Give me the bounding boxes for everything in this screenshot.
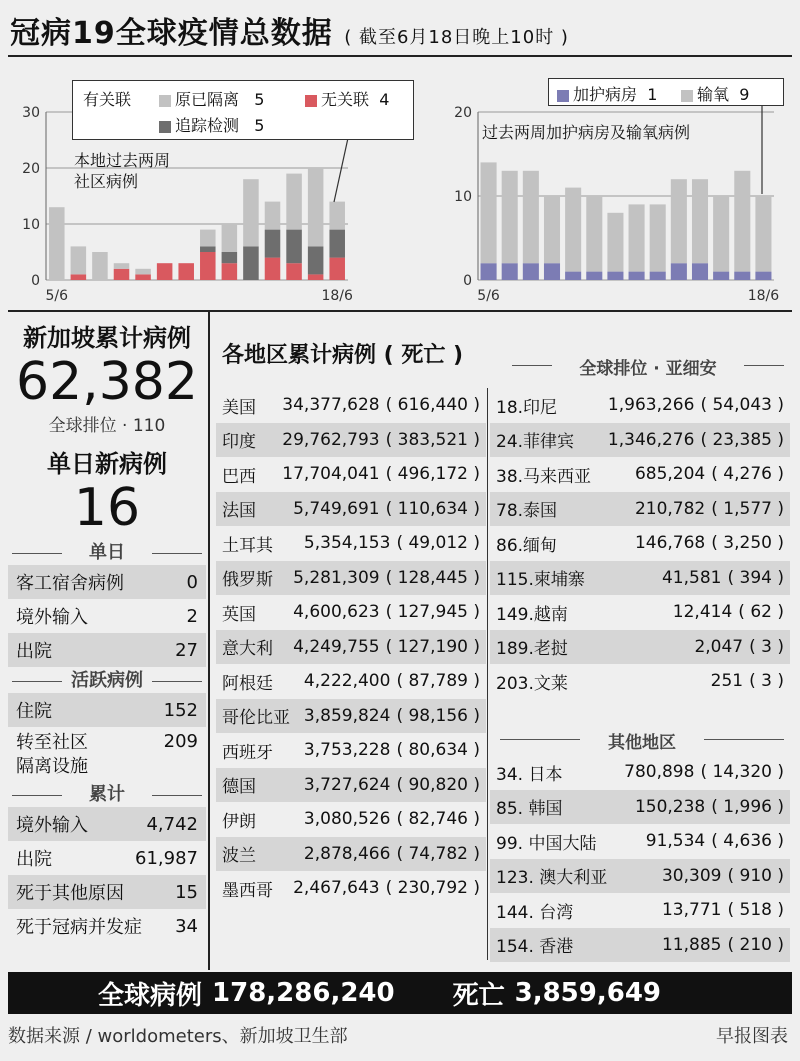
region-cases: 34,377,628: [282, 395, 380, 416]
region-row: [490, 492, 790, 527]
bar-segment: [135, 269, 151, 275]
stat-value: 34: [175, 915, 198, 937]
bar-segment: [671, 263, 687, 280]
bar-segment: [629, 272, 645, 280]
bar-segment: [565, 188, 581, 272]
region-cases: 41,581: [661, 567, 722, 588]
stat-value: 209: [163, 731, 198, 752]
region-deaths: ( 518 ): [727, 900, 784, 921]
region-name: 印度: [222, 432, 256, 453]
region-cases: 3,080,526: [303, 809, 391, 830]
region-name: 149.越南: [496, 604, 568, 625]
region-deaths: ( 383,521 ): [385, 429, 480, 450]
callout-pointer: [334, 138, 348, 202]
stat-value: 15: [175, 881, 198, 903]
asean-header: [512, 354, 784, 379]
region-cases: 251: [710, 671, 744, 692]
region-row: [216, 871, 486, 906]
region-name: 18.印尼: [496, 397, 558, 418]
left-chart-note: [74, 150, 170, 192]
region-deaths: ( 82,746 ): [396, 809, 480, 830]
region-cases: 1,346,276: [607, 429, 695, 450]
region-deaths: ( 14,320 ): [700, 762, 784, 783]
page-title: [10, 8, 569, 52]
bar-segment: [692, 263, 708, 280]
region-row: [490, 423, 790, 458]
region-deaths: ( 230,792 ): [385, 878, 480, 899]
region-cases: 2,467,643: [293, 878, 380, 899]
region-deaths: ( 23,385 ): [700, 429, 784, 450]
region-cases: 30,309: [661, 865, 722, 886]
region-cases: 146,768: [634, 533, 706, 554]
bar-segment: [308, 246, 324, 274]
bar-segment: [523, 263, 539, 280]
region-name: 意大利: [222, 639, 273, 660]
stat-row: [8, 633, 206, 667]
bar-segment: [222, 224, 238, 252]
sg-daily-label: 单日新病例: [47, 450, 167, 478]
legend-swatch: [159, 121, 171, 133]
region-name: 154. 香港: [496, 937, 574, 958]
bar-segment: [650, 272, 666, 280]
stat-row: [8, 727, 206, 781]
column-divider: [208, 310, 210, 970]
region-name: 法国: [222, 501, 256, 522]
stat-value: 4,742: [146, 813, 198, 835]
region-cases: 685,204: [634, 464, 706, 485]
region-name: 阿根廷: [222, 673, 273, 694]
region-row: [216, 837, 486, 872]
stat-value: 61,987: [135, 847, 198, 869]
bar-segment: [734, 272, 750, 280]
legend-item-unlinked: [305, 87, 389, 110]
region-cases: 12,414: [672, 602, 733, 623]
region-cases: 4,600,623: [293, 602, 380, 623]
stat-label: 出院: [16, 849, 52, 870]
x-tick-label: 18/6: [747, 288, 780, 304]
legend-label: 原已隔离: [175, 90, 240, 109]
bar-segment: [586, 272, 602, 280]
x-tick-label: 5/6: [45, 288, 69, 304]
bar-segment: [713, 272, 729, 280]
others-title: 其他地区: [608, 733, 676, 753]
region-cases: 2,878,466: [303, 843, 391, 864]
region-name: 144. 台湾: [496, 902, 574, 923]
asean-table: [490, 388, 790, 699]
stat-label: 死于其他原因: [16, 883, 124, 904]
right-legend: [548, 78, 784, 106]
stat-label: 转至社区 隔离设施: [16, 732, 88, 777]
region-name: 99. 中国大陆: [496, 833, 597, 854]
region-row: [216, 699, 486, 734]
bar-segment: [200, 230, 216, 247]
bar-segment: [200, 252, 216, 280]
asean-title: 全球排位 · 亚细安: [579, 359, 717, 379]
region-cases: 2,047: [694, 636, 744, 657]
region-cases: 11,885: [661, 934, 722, 955]
stat-row: [8, 909, 206, 943]
bar-segment: [607, 272, 623, 280]
note-line: 社区病例: [74, 172, 139, 191]
region-row: [490, 526, 790, 561]
stat-row: [8, 565, 206, 599]
y-tick-label: 10: [454, 189, 472, 205]
y-tick-label: 20: [22, 161, 40, 177]
stat-label: 住院: [16, 701, 52, 722]
stat-value: 152: [163, 699, 198, 721]
region-cases: 3,727,624: [303, 774, 391, 795]
bar-segment: [544, 263, 560, 280]
section-daily-title: 单日: [8, 541, 206, 565]
region-row: [216, 664, 486, 699]
sg-total-label: 新加坡累计病例: [23, 324, 191, 352]
region-name: 伊朗: [222, 811, 256, 832]
bar-segment: [49, 207, 65, 280]
region-row: [216, 768, 486, 803]
bar-segment: [629, 204, 645, 271]
bar-segment: [650, 204, 666, 271]
stat-value: 0: [186, 571, 198, 593]
bar-segment: [222, 263, 238, 280]
region-name: 78.泰国: [496, 501, 558, 522]
region-name: 86.缅甸: [496, 535, 558, 556]
region-row: [490, 457, 790, 492]
region-name: 189.老挝: [496, 639, 568, 660]
legend-value: 1: [647, 85, 658, 104]
legend-item-isolated: [159, 87, 264, 110]
region-row: [490, 859, 790, 894]
singapore-panel: [8, 312, 206, 943]
region-row: [490, 595, 790, 630]
global-deaths-value: 3,859,649: [514, 978, 661, 1008]
bar-segment: [565, 272, 581, 280]
region-cases: 1,963,266: [607, 395, 695, 416]
others-table: [490, 755, 790, 962]
legend-swatch: [557, 90, 569, 102]
region-row: [490, 790, 790, 825]
bar-segment: [222, 252, 238, 263]
region-row: [216, 423, 486, 458]
world-table: [216, 388, 486, 906]
legend-value: 5: [254, 116, 265, 135]
region-cases: 5,354,153: [303, 533, 391, 554]
bar-segment: [157, 263, 173, 280]
region-deaths: ( 54,043 ): [700, 395, 784, 416]
region-row: [216, 630, 486, 665]
title-divider: [8, 55, 792, 57]
legend-label: 无关联: [321, 90, 370, 109]
legend-item-icu: [557, 82, 657, 105]
stat-value: 27: [175, 639, 198, 661]
stat-row: [8, 599, 206, 633]
y-tick-label: 30: [22, 105, 40, 121]
sg-daily-value: 16: [73, 478, 141, 538]
region-cases: 5,281,309: [293, 567, 380, 588]
table-divider: [487, 388, 488, 960]
region-row: [216, 733, 486, 768]
bar-segment: [308, 274, 324, 280]
title-text: 冠病19全球疫情总数据: [10, 16, 333, 51]
global-deaths-label: 死亡: [452, 980, 505, 1011]
sg-rank: 全球排位 · 110: [48, 416, 166, 436]
legend-item-oxygen: [681, 82, 749, 105]
bar-segment: [286, 230, 302, 264]
region-name: 德国: [222, 777, 256, 798]
legend-value: 4: [379, 90, 390, 109]
region-deaths: ( 910 ): [727, 865, 784, 886]
region-deaths: ( 394 ): [727, 567, 784, 588]
region-name: 哥伦比亚: [222, 708, 290, 729]
region-row: [490, 893, 790, 928]
region-cases: 4,222,400: [303, 671, 391, 692]
region-row: [216, 526, 486, 561]
region-cases: 210,782: [634, 498, 706, 519]
region-deaths: ( 87,789 ): [396, 671, 480, 692]
region-deaths: ( 4,276 ): [711, 464, 784, 485]
region-row: [216, 492, 486, 527]
region-deaths: ( 62 ): [738, 602, 784, 623]
bar-segment: [92, 252, 108, 280]
region-name: 土耳其: [222, 535, 273, 556]
region-deaths: ( 49,012 ): [396, 533, 480, 554]
rule: [744, 365, 784, 366]
regions-title: 各地区累计病例 ( 死亡 ): [222, 343, 464, 368]
region-deaths: ( 3,250 ): [711, 533, 784, 554]
legend-value: 9: [739, 85, 750, 104]
global-cases-label: 全球病例: [98, 980, 203, 1011]
region-cases: 3,753,228: [303, 740, 391, 761]
subtitle-text: ( 截至6月18日晚上10时 ): [344, 27, 569, 48]
stat-label: 境外输入: [16, 607, 88, 628]
note-line: 本地过去两周: [74, 151, 171, 170]
region-cases: 13,771: [661, 900, 722, 921]
global-totals-bar: [8, 972, 792, 1014]
stat-label: 死于冠病并发症: [16, 917, 142, 938]
region-row: [490, 928, 790, 963]
legend-swatch: [159, 95, 171, 107]
region-deaths: ( 90,820 ): [396, 774, 480, 795]
bar-segment: [713, 196, 729, 272]
y-tick-label: 20: [454, 105, 472, 121]
y-tick-label: 10: [22, 217, 40, 233]
source-text: 数据来源 / worldometers、新加坡卫生部: [8, 1026, 348, 1047]
region-name: 西班牙: [222, 742, 273, 763]
region-row: [216, 595, 486, 630]
bar-segment: [265, 202, 281, 230]
note-line: 过去两周加护病房及输氧病例: [482, 123, 691, 142]
x-tick-label: 5/6: [477, 288, 500, 304]
section-active-title: 活跃病例: [8, 669, 206, 693]
bar-segment: [755, 196, 771, 272]
region-name: 34. 日本: [496, 764, 563, 785]
region-name: 英国: [222, 604, 256, 625]
credit-text: 早报图表: [716, 1026, 788, 1047]
region-deaths: ( 616,440 ): [385, 395, 480, 416]
region-deaths: ( 127,190 ): [385, 636, 480, 657]
region-deaths: ( 3 ): [749, 636, 784, 657]
region-deaths: ( 1,577 ): [711, 498, 784, 519]
bar-segment: [265, 258, 281, 280]
bar-segment: [586, 196, 602, 272]
region-name: 123. 澳大利亚: [496, 868, 608, 889]
bar-segment: [671, 179, 687, 263]
legend-label: 追踪检测: [175, 116, 240, 135]
region-cases: 780,898: [624, 762, 695, 783]
x-tick-label: 18/6: [321, 288, 353, 304]
region-name: 俄罗斯: [222, 570, 273, 591]
legend-item-traced: [159, 113, 264, 136]
region-deaths: ( 74,782 ): [396, 843, 480, 864]
region-row: [216, 802, 486, 837]
region-deaths: ( 210 ): [727, 934, 784, 955]
legend-value: 5: [254, 90, 265, 109]
stat-value: 2: [186, 605, 198, 627]
bar-segment: [265, 230, 281, 258]
legend-swatch: [681, 90, 693, 102]
bar-segment: [286, 174, 302, 230]
region-deaths: ( 127,945 ): [385, 602, 480, 623]
region-deaths: ( 3 ): [749, 671, 784, 692]
region-cases: 29,762,793: [282, 429, 380, 450]
region-name: 85. 韩国: [496, 799, 563, 820]
region-cases: 150,238: [634, 796, 706, 817]
bar-segment: [200, 246, 216, 252]
region-row: [490, 630, 790, 665]
sg-total-value: 62,382: [16, 352, 198, 412]
bar-segment: [329, 230, 345, 258]
bar-segment: [178, 263, 194, 280]
bar-segment: [308, 168, 324, 246]
bar-segment: [481, 162, 497, 263]
region-cases: 4,249,755: [293, 636, 380, 657]
bar-segment: [329, 258, 345, 280]
region-deaths: ( 80,634 ): [396, 740, 480, 761]
bar-segment: [755, 272, 771, 280]
bar-segment: [114, 269, 130, 280]
y-tick-label: 0: [31, 273, 40, 289]
bar-segment: [481, 263, 497, 280]
bar-segment: [523, 171, 539, 263]
bar-segment: [329, 202, 345, 230]
bar-segment: [734, 171, 750, 272]
bar-segment: [286, 263, 302, 280]
region-deaths: ( 4,636 ): [711, 831, 784, 852]
bar-segment: [692, 179, 708, 263]
bar-segment: [502, 171, 518, 263]
section-cumulative-title: 累计: [8, 783, 206, 807]
y-tick-label: 0: [463, 273, 472, 289]
bar-segment: [114, 263, 130, 269]
bar-segment: [502, 263, 518, 280]
region-row: [490, 824, 790, 859]
rule: [704, 739, 784, 740]
region-name: 38.马来西亚: [496, 466, 592, 487]
bar-segment: [71, 246, 87, 274]
rule: [500, 739, 580, 740]
region-name: 115.柬埔寨: [496, 570, 585, 591]
region-name: 墨西哥: [222, 880, 273, 901]
legend-group-label: 有关联: [83, 90, 132, 109]
bar-segment: [544, 196, 560, 263]
region-row: [490, 755, 790, 790]
region-deaths: ( 128,445 ): [385, 567, 480, 588]
region-row: [490, 388, 790, 423]
region-row: [216, 561, 486, 596]
stat-label: 客工宿舍病例: [16, 573, 124, 594]
region-row: [490, 664, 790, 699]
bar-segment: [243, 179, 259, 246]
region-cases: 3,859,824: [303, 705, 391, 726]
region-name: 巴西: [222, 466, 256, 487]
stat-row: [8, 693, 206, 727]
bar-segment: [71, 274, 87, 280]
region-cases: 17,704,041: [282, 464, 380, 485]
stat-row: [8, 875, 206, 909]
region-deaths: ( 1,996 ): [711, 796, 784, 817]
legend-label: 输氧: [697, 85, 730, 104]
bar-segment: [607, 213, 623, 272]
right-chart-note: [482, 122, 690, 143]
region-deaths: ( 496,172 ): [385, 464, 480, 485]
region-deaths: ( 98,156 ): [396, 705, 480, 726]
region-row: [216, 388, 486, 423]
bar-segment: [243, 246, 259, 280]
stat-label: 境外输入: [16, 815, 88, 836]
region-row: [490, 561, 790, 596]
legend-swatch: [305, 95, 317, 107]
region-name: 美国: [222, 397, 256, 418]
stat-row: [8, 841, 206, 875]
legend-label: 加护病房: [573, 85, 638, 104]
region-cases: 5,749,691: [293, 498, 380, 519]
others-header: [500, 728, 784, 753]
rule: [512, 365, 552, 366]
bar-segment: [135, 274, 151, 280]
region-name: 波兰: [222, 846, 256, 867]
stat-row: [8, 807, 206, 841]
region-cases: 91,534: [645, 831, 706, 852]
region-name: 24.菲律宾: [496, 432, 575, 453]
region-row: [216, 457, 486, 492]
region-deaths: ( 110,634 ): [385, 498, 480, 519]
left-legend: [72, 80, 414, 140]
stat-label: 出院: [16, 641, 52, 662]
global-cases-value: 178,286,240: [212, 978, 395, 1008]
region-name: 203.文莱: [496, 673, 568, 694]
